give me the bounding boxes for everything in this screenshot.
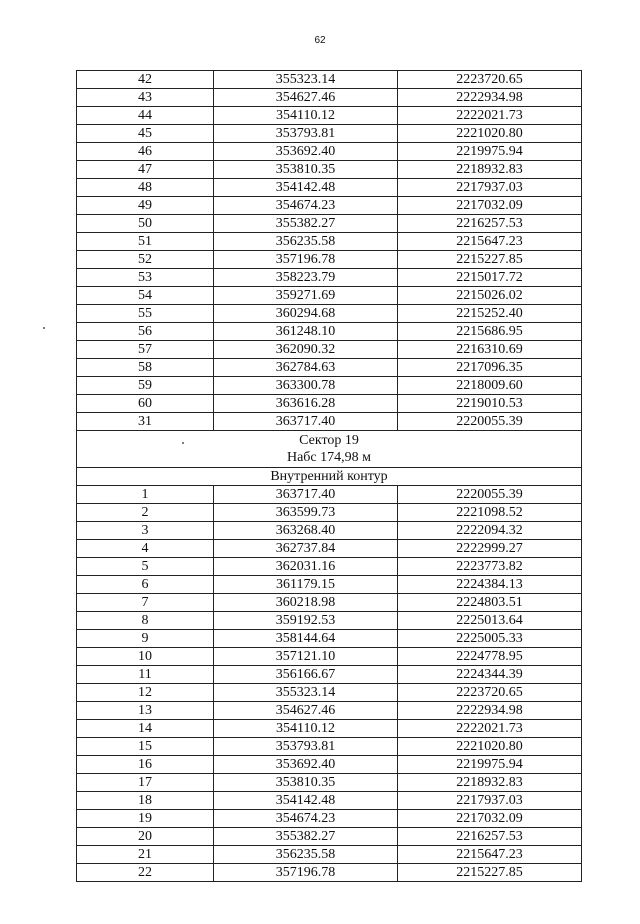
- table-row: [77, 756, 582, 774]
- point-number-cell: 43: [77, 89, 214, 107]
- point-number-cell: 18: [77, 792, 214, 810]
- x-coordinate-cell: 354142.48: [214, 179, 398, 197]
- point-number-cell: 20: [77, 828, 214, 846]
- x-coordinate-cell: 356166.67: [214, 666, 398, 684]
- point-number-cell: 10: [77, 648, 214, 666]
- table-row: [77, 720, 582, 738]
- point-number-cell: 57: [77, 341, 214, 359]
- table-row: [77, 179, 582, 197]
- coordinates-table: [76, 70, 582, 882]
- rows-bottom-group: [77, 486, 582, 882]
- table-row: [77, 161, 582, 179]
- x-coordinate-cell: 362031.16: [214, 558, 398, 576]
- x-coordinate-cell: 357121.10: [214, 648, 398, 666]
- table-row: [77, 251, 582, 269]
- y-coordinate-cell: 2220055.39: [398, 486, 582, 504]
- point-number-cell: 56: [77, 323, 214, 341]
- y-coordinate-cell: 2218932.83: [398, 774, 582, 792]
- table-row: [77, 89, 582, 107]
- table-row: [77, 576, 582, 594]
- x-coordinate-cell: 363300.78: [214, 377, 398, 395]
- point-number-cell: 60: [77, 395, 214, 413]
- table-row: [77, 630, 582, 648]
- y-coordinate-cell: 2219010.53: [398, 395, 582, 413]
- y-coordinate-cell: 2215647.23: [398, 233, 582, 251]
- sector-elevation: Набс 174,98 м: [286, 450, 372, 465]
- sector-title: Сектор 19: [299, 433, 359, 448]
- point-number-cell: 7: [77, 594, 214, 612]
- y-coordinate-cell: 2222934.98: [398, 702, 582, 720]
- point-number-cell: 55: [77, 305, 214, 323]
- y-coordinate-cell: 2222021.73: [398, 107, 582, 125]
- table-row: [77, 377, 582, 395]
- y-coordinate-cell: 2218009.60: [398, 377, 582, 395]
- point-number-cell: 51: [77, 233, 214, 251]
- y-coordinate-cell: 2225005.33: [398, 630, 582, 648]
- table-row: [77, 828, 582, 846]
- y-coordinate-cell: 2222999.27: [398, 540, 582, 558]
- rows-top-group: [77, 71, 582, 431]
- point-number-cell: 1: [77, 486, 214, 504]
- table-row: [77, 395, 582, 413]
- x-coordinate-cell: 353793.81: [214, 125, 398, 143]
- table-row: [77, 774, 582, 792]
- y-coordinate-cell: 2217937.03: [398, 179, 582, 197]
- point-number-cell: 48: [77, 179, 214, 197]
- point-number-cell: 46: [77, 143, 214, 161]
- x-coordinate-cell: 362737.84: [214, 540, 398, 558]
- table-row: [77, 107, 582, 125]
- x-coordinate-cell: 361179.15: [214, 576, 398, 594]
- table-row: [77, 612, 582, 630]
- table-row: [77, 684, 582, 702]
- table-row: [77, 233, 582, 251]
- x-coordinate-cell: 361248.10: [214, 323, 398, 341]
- x-coordinate-cell: 354110.12: [214, 107, 398, 125]
- x-coordinate-cell: 354674.23: [214, 197, 398, 215]
- y-coordinate-cell: 2216257.53: [398, 215, 582, 233]
- table-row: [77, 287, 582, 305]
- table-row: [77, 359, 582, 377]
- table-row: [77, 810, 582, 828]
- x-coordinate-cell: 360294.68: [214, 305, 398, 323]
- point-number-cell: 22: [77, 864, 214, 882]
- x-coordinate-cell: 363268.40: [214, 522, 398, 540]
- x-coordinate-cell: 357196.78: [214, 251, 398, 269]
- table-row: [77, 413, 582, 431]
- y-coordinate-cell: 2223773.82: [398, 558, 582, 576]
- x-coordinate-cell: 356235.58: [214, 846, 398, 864]
- point-number-cell: 45: [77, 125, 214, 143]
- x-coordinate-cell: 355323.14: [214, 71, 398, 89]
- point-number-cell: 9: [77, 630, 214, 648]
- sector-header-group: [77, 431, 582, 486]
- page-number: 62: [314, 35, 326, 46]
- table-row: [77, 738, 582, 756]
- y-coordinate-cell: 2215227.85: [398, 864, 582, 882]
- x-coordinate-cell: 353810.35: [214, 161, 398, 179]
- y-coordinate-cell: 2219975.94: [398, 756, 582, 774]
- table-row: [77, 71, 582, 89]
- x-coordinate-cell: 362090.32: [214, 341, 398, 359]
- point-number-cell: 11: [77, 666, 214, 684]
- y-coordinate-cell: 2225013.64: [398, 612, 582, 630]
- table-row: [77, 666, 582, 684]
- y-coordinate-cell: 2215686.95: [398, 323, 582, 341]
- x-coordinate-cell: 359192.53: [214, 612, 398, 630]
- point-number-cell: 58: [77, 359, 214, 377]
- y-coordinate-cell: 2224778.95: [398, 648, 582, 666]
- y-coordinate-cell: 2221098.52: [398, 504, 582, 522]
- x-coordinate-cell: 354142.48: [214, 792, 398, 810]
- x-coordinate-cell: 353692.40: [214, 143, 398, 161]
- point-number-cell: 17: [77, 774, 214, 792]
- y-coordinate-cell: 2219975.94: [398, 143, 582, 161]
- y-coordinate-cell: 2224344.39: [398, 666, 582, 684]
- y-coordinate-cell: 2224384.13: [398, 576, 582, 594]
- point-number-cell: 2: [77, 504, 214, 522]
- point-number-cell: 31: [77, 413, 214, 431]
- point-number-cell: 14: [77, 720, 214, 738]
- point-number-cell: 5: [77, 558, 214, 576]
- y-coordinate-cell: 2217032.09: [398, 810, 582, 828]
- x-coordinate-cell: 353810.35: [214, 774, 398, 792]
- y-coordinate-cell: 2215026.02: [398, 287, 582, 305]
- point-number-cell: 8: [77, 612, 214, 630]
- table-row: [77, 305, 582, 323]
- y-coordinate-cell: 2222934.98: [398, 89, 582, 107]
- y-coordinate-cell: 2221020.80: [398, 125, 582, 143]
- x-coordinate-cell: 355382.27: [214, 215, 398, 233]
- table-row: [77, 215, 582, 233]
- y-coordinate-cell: 2222094.32: [398, 522, 582, 540]
- x-coordinate-cell: 363717.40: [214, 486, 398, 504]
- x-coordinate-cell: 356235.58: [214, 233, 398, 251]
- x-coordinate-cell: 362784.63: [214, 359, 398, 377]
- point-number-cell: 42: [77, 71, 214, 89]
- point-number-cell: 13: [77, 702, 214, 720]
- contour-label: Внутренний контур: [77, 468, 582, 486]
- table-row: [77, 846, 582, 864]
- table-row: [77, 864, 582, 882]
- table-row: [77, 269, 582, 287]
- y-coordinate-cell: 2215252.40: [398, 305, 582, 323]
- x-coordinate-cell: 359271.69: [214, 287, 398, 305]
- point-number-cell: 47: [77, 161, 214, 179]
- table-row: [77, 143, 582, 161]
- sector-header-row: [77, 431, 582, 468]
- y-coordinate-cell: 2217032.09: [398, 197, 582, 215]
- point-number-cell: 44: [77, 107, 214, 125]
- table-row: [77, 594, 582, 612]
- table-row: [77, 558, 582, 576]
- x-coordinate-cell: 355323.14: [214, 684, 398, 702]
- y-coordinate-cell: 2222021.73: [398, 720, 582, 738]
- point-number-cell: 53: [77, 269, 214, 287]
- point-number-cell: 6: [77, 576, 214, 594]
- x-coordinate-cell: 353692.40: [214, 756, 398, 774]
- point-number-cell: 19: [77, 810, 214, 828]
- y-coordinate-cell: 2220055.39: [398, 413, 582, 431]
- x-coordinate-cell: 363717.40: [214, 413, 398, 431]
- table-row: [77, 125, 582, 143]
- y-coordinate-cell: 2217096.35: [398, 359, 582, 377]
- point-number-cell: 50: [77, 215, 214, 233]
- y-coordinate-cell: 2224803.51: [398, 594, 582, 612]
- point-number-cell: 59: [77, 377, 214, 395]
- table-row: [77, 702, 582, 720]
- table-row: [77, 648, 582, 666]
- x-coordinate-cell: 360218.98: [214, 594, 398, 612]
- point-number-cell: 15: [77, 738, 214, 756]
- y-coordinate-cell: 2216310.69: [398, 341, 582, 359]
- table-row: [77, 197, 582, 215]
- x-coordinate-cell: 354110.12: [214, 720, 398, 738]
- y-coordinate-cell: 2223720.65: [398, 71, 582, 89]
- x-coordinate-cell: 354674.23: [214, 810, 398, 828]
- table-row: [77, 522, 582, 540]
- y-coordinate-cell: 2217937.03: [398, 792, 582, 810]
- y-coordinate-cell: 2223720.65: [398, 684, 582, 702]
- x-coordinate-cell: 354627.46: [214, 702, 398, 720]
- y-coordinate-cell: 2215647.23: [398, 846, 582, 864]
- table-row: [77, 323, 582, 341]
- x-coordinate-cell: 363599.73: [214, 504, 398, 522]
- x-coordinate-cell: 353793.81: [214, 738, 398, 756]
- point-number-cell: 4: [77, 540, 214, 558]
- point-number-cell: 52: [77, 251, 214, 269]
- y-coordinate-cell: 2218932.83: [398, 161, 582, 179]
- sector-header-cell: [77, 431, 582, 468]
- x-coordinate-cell: 355382.27: [214, 828, 398, 846]
- table-row: [77, 341, 582, 359]
- point-number-cell: 3: [77, 522, 214, 540]
- y-coordinate-cell: 2216257.53: [398, 828, 582, 846]
- table-row: [77, 540, 582, 558]
- point-number-cell: 16: [77, 756, 214, 774]
- y-coordinate-cell: 2215017.72: [398, 269, 582, 287]
- contour-row: [77, 468, 582, 486]
- point-number-cell: 21: [77, 846, 214, 864]
- y-coordinate-cell: 2215227.85: [398, 251, 582, 269]
- table-row: [77, 792, 582, 810]
- point-number-cell: 54: [77, 287, 214, 305]
- y-coordinate-cell: 2221020.80: [398, 738, 582, 756]
- table-row: [77, 504, 582, 522]
- x-coordinate-cell: 358223.79: [214, 269, 398, 287]
- scan-speck: [182, 442, 184, 444]
- x-coordinate-cell: 357196.78: [214, 864, 398, 882]
- x-coordinate-cell: 358144.64: [214, 630, 398, 648]
- x-coordinate-cell: 363616.28: [214, 395, 398, 413]
- point-number-cell: 12: [77, 684, 214, 702]
- table-row: [77, 486, 582, 504]
- x-coordinate-cell: 354627.46: [214, 89, 398, 107]
- scan-speck: [43, 327, 45, 329]
- point-number-cell: 49: [77, 197, 214, 215]
